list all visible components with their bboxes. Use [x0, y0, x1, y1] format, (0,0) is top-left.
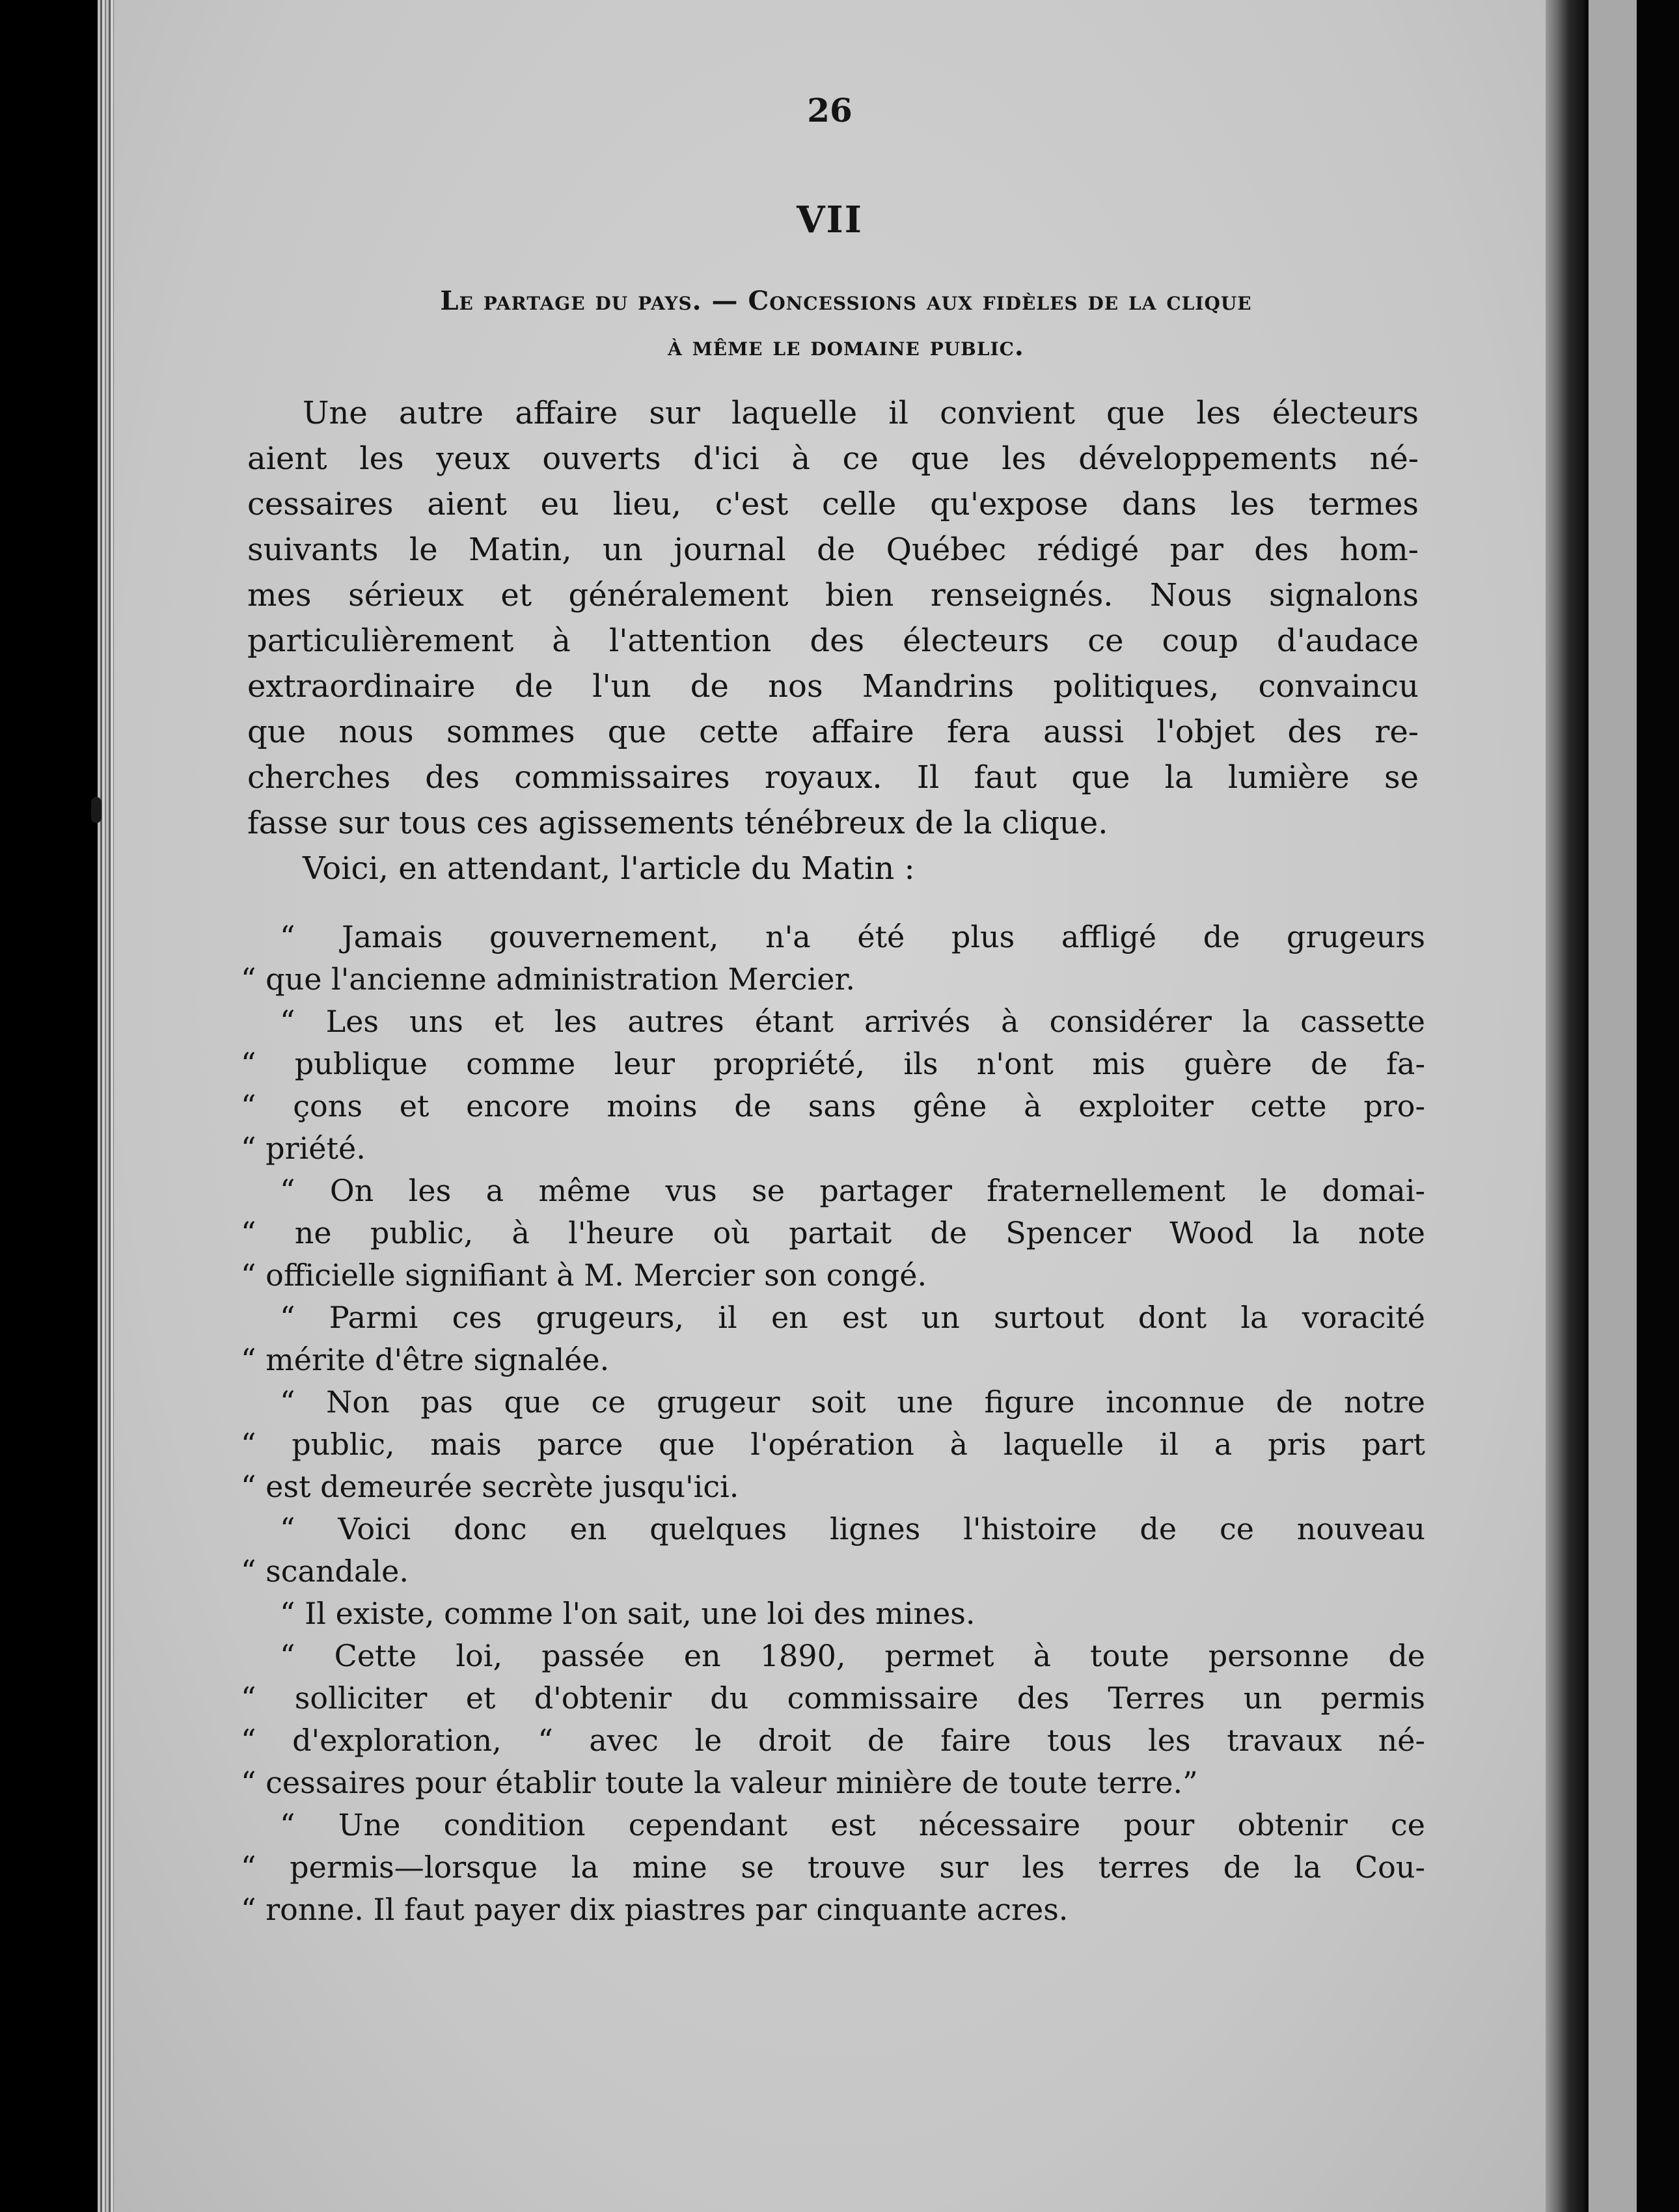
scan-border	[1637, 0, 1679, 2212]
quote-line: “ Parmi ces grugeurs, il en est un surtout dont la voracité	[280, 1300, 1425, 1335]
quote-line: “ mérite d'être signalée.	[241, 1342, 610, 1377]
text-line: mes sérieux et généralement bien renseignés. Nous signalons	[247, 577, 1419, 614]
text-line: aient les yeux ouverts d'ici à ce que les développements né-	[247, 440, 1419, 477]
text-line: particulièrement à l'attention des électeurs ce coup d'audace	[247, 623, 1419, 659]
page-number: 26	[807, 91, 853, 129]
heading-line-2: à même le domaine public.	[668, 331, 1024, 362]
quote-line: “ public, mais parce que l'opération à laquelle il a pris part	[241, 1427, 1425, 1462]
text-line: Voici, en attendant, l'article du Matin :	[303, 850, 915, 887]
quote-line: “ Les uns et les autres étant arrivés à considérer la cassette	[280, 1004, 1425, 1039]
quote-line: “ permis—lorsque la mine se trouve sur les terres de la Cou-	[241, 1850, 1425, 1885]
quote-line: “ d'exploration, “ avec le droit de faire tous les travaux né-	[241, 1723, 1425, 1758]
paragraph-2	[247, 846, 1419, 891]
text-line: cessaires aient eu lieu, c'est celle qu'expose dans les termes	[247, 486, 1419, 522]
quoted-article	[241, 916, 1425, 1931]
chapter-heading	[251, 278, 1441, 370]
quote-line: “ Voici donc en quelques lignes l'histoire de ce nouveau	[280, 1511, 1425, 1546]
chapter-number: VII	[797, 198, 863, 241]
quote-line: “ çons et encore moins de sans gêne à exploiter cette pro-	[241, 1088, 1425, 1124]
quote-line: “ ronne. Il faut payer dix piastres par cinquante acres.	[241, 1892, 1069, 1927]
quote-line: “ On les a même vus se partager fraternellement le domai-	[280, 1173, 1425, 1208]
quote-line: “ solliciter et d'obtenir du commissaire des Terres un permis	[241, 1680, 1425, 1716]
page-shadow-edge	[1546, 0, 1585, 2212]
text-line: extraordinaire de l'un de nos Mandrins politiques, convaincu	[247, 668, 1419, 705]
quote-line: “ Une condition cependant est nécessaire pour obtenir ce	[280, 1807, 1425, 1842]
quote-line: “ Cette loi, passée en 1890, permet à toute personne de	[280, 1638, 1425, 1673]
adjacent-page-strip	[1585, 0, 1641, 2212]
quote-line: “ Jamais gouvernement, n'a été plus affligé de grugeurs	[280, 919, 1425, 954]
quote-line: “ cessaires pour établir toute la valeur minière de toute terre.”	[241, 1765, 1198, 1800]
quote-line: “ que l'ancienne administration Mercier.	[241, 962, 856, 997]
text-line: que nous sommes que cette affaire fera aussi l'objet des re-	[247, 714, 1419, 750]
text-line: suivants le Matin, un journal de Québec rédigé par des hom-	[247, 532, 1419, 568]
quote-line: “ Non pas que ce grugeur soit une figure inconnue de notre	[280, 1384, 1425, 1420]
text-line: cherches des commissaires royaux. Il faut que la lumière se	[247, 759, 1419, 796]
quote-line: “ officielle signifiant à M. Mercier son congé.	[241, 1258, 927, 1293]
quote-line: “ Il existe, comme l'on sait, une loi des mines.	[280, 1596, 976, 1631]
heading-line-1: Le partage du pays. — Concessions aux fidèles de la clique	[440, 286, 1252, 316]
text-line: fasse sur tous ces agissements ténébreux de la clique.	[247, 805, 1108, 841]
quote-line: “ priété.	[241, 1131, 366, 1166]
book-page	[114, 0, 1546, 2212]
quote-line: “ publique comme leur propriété, ils n'ont mis guère de fa-	[241, 1046, 1425, 1081]
quote-line: “ est demeurée secrète jusqu'ici.	[241, 1469, 739, 1504]
text-line: Une autre affaire sur laquelle il convient que les électeurs	[303, 395, 1419, 431]
binding-mark	[91, 797, 102, 823]
quote-line: “ ne public, à l'heure où partait de Spencer Wood la note	[241, 1215, 1425, 1250]
paragraph-1	[247, 390, 1419, 846]
quote-line: “ scandale.	[241, 1554, 409, 1589]
